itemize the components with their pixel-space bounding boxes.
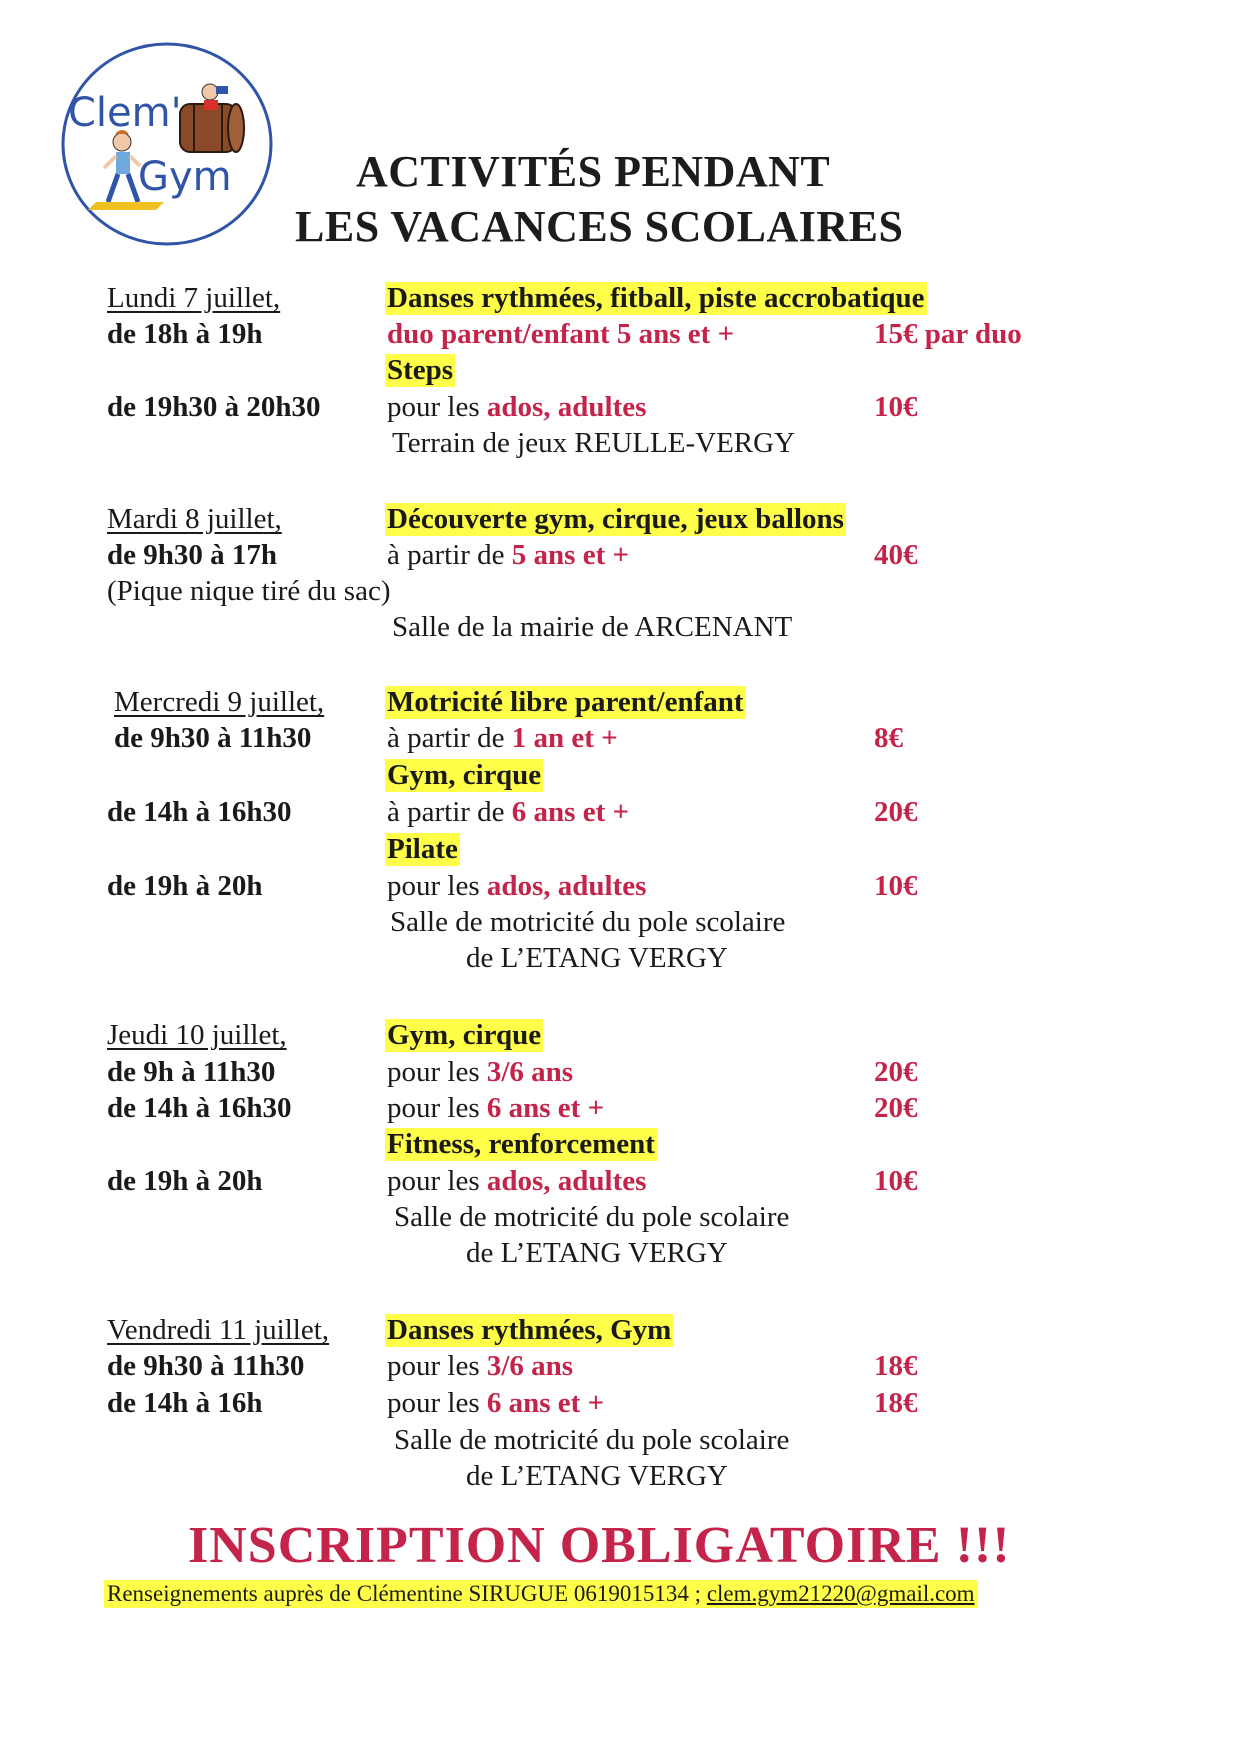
title-line2: LES VACANCES SCOLAIRES (295, 202, 904, 251)
time-mercredi-1: de 9h30 à 11h30 (114, 722, 312, 754)
logo-line1: Clem' (68, 90, 182, 136)
audience-mardi-1: à partir de 5 ans et + (387, 539, 630, 571)
audience-mercredi-1: à partir de 1 an et + (387, 722, 618, 754)
venue-lundi: Terrain de jeux REULLE-VERGY (392, 427, 796, 459)
price-mercredi-2: 20€ (874, 796, 918, 828)
time-vendredi-1: de 9h30 à 11h30 (107, 1350, 305, 1382)
time-lundi-2: de 19h30 à 20h30 (107, 391, 321, 423)
price-mardi-1: 40€ (874, 539, 918, 571)
activity-mercredi-1: Motricité libre parent/enfant (387, 686, 744, 718)
price-jeudi-2: 20€ (874, 1092, 918, 1124)
time-mercredi-3: de 19h à 20h (107, 870, 263, 902)
day-jeudi: Jeudi 10 juillet, (107, 1019, 287, 1051)
note-mardi: (Pique nique tiré du sac) (107, 575, 391, 607)
audience-vendredi-2: pour les 6 ans et + (387, 1387, 605, 1419)
time-jeudi-1: de 9h à 11h30 (107, 1056, 276, 1088)
price-jeudi-1: 20€ (874, 1056, 918, 1088)
inscription-notice: INSCRIPTION OBLIGATOIRE !!! (188, 1517, 1011, 1574)
activity-mardi-1: Découverte gym, cirque, jeux ballons (387, 503, 844, 535)
audience-mercredi-3: pour les ados, adultes (387, 870, 647, 902)
day-lundi: Lundi 7 juillet, (107, 282, 281, 314)
logo-graphic (60, 42, 274, 246)
title-line1: ACTIVITÉS PENDANT (356, 147, 831, 196)
activity-mercredi-3: Pilate (387, 833, 458, 865)
logo-line2: Gym (138, 154, 232, 200)
price-lundi-2: 10€ (874, 391, 918, 423)
activity-vendredi-1: Danses rythmées, Gym (387, 1314, 672, 1346)
email-link[interactable]: clem.gym21220@gmail.com (706, 1581, 975, 1606)
time-jeudi-2: de 14h à 16h30 (107, 1092, 292, 1124)
activity-jeudi-2: Fitness, renforcement (387, 1128, 655, 1160)
logo (60, 42, 274, 246)
venue-jeudi-2: de L’ETANG VERGY (466, 1237, 728, 1269)
audience-jeudi-3: pour les ados, adultes (387, 1165, 647, 1197)
venue-mardi: Salle de la mairie de ARCENANT (392, 611, 793, 643)
time-lundi-1: de 18h à 19h (107, 318, 263, 350)
audience-lundi-2: pour les ados, adultes (387, 391, 647, 423)
barrel-icon (180, 104, 244, 152)
price-vendredi-2: 18€ (874, 1387, 918, 1419)
price-jeudi-3: 10€ (874, 1165, 918, 1197)
venue-mercredi-1: Salle de motricité du pole scolaire (390, 906, 786, 938)
activity-jeudi-1: Gym, cirque (387, 1019, 542, 1051)
price-lundi-1: 15€ par duo (874, 318, 1022, 350)
price-mercredi-3: 10€ (874, 870, 918, 902)
time-mardi-1: de 9h30 à 17h (107, 539, 278, 571)
contact-line: Renseignements auprès de Clémentine SIRUGUE 0619015134 ; clem.gym21220@gmail.com (104, 1580, 978, 1608)
price-mercredi-1: 8€ (874, 722, 903, 754)
audience-vendredi-1: pour les 3/6 ans (387, 1350, 574, 1382)
audience-jeudi-2: pour les 6 ans et + (387, 1092, 605, 1124)
audience-jeudi-1: pour les 3/6 ans (387, 1056, 574, 1088)
activity-lundi-2: Steps (387, 354, 454, 386)
venue-vendredi-2: de L’ETANG VERGY (466, 1460, 728, 1492)
day-vendredi: Vendredi 11 juillet, (107, 1314, 330, 1346)
day-mardi: Mardi 8 juillet, (107, 503, 282, 535)
audience-lundi-1: duo parent/enfant 5 ans et + (387, 318, 735, 350)
day-mercredi: Mercredi 9 juillet, (114, 686, 325, 718)
time-vendredi-2: de 14h à 16h (107, 1387, 263, 1419)
time-mercredi-2: de 14h à 16h30 (107, 796, 292, 828)
time-jeudi-3: de 19h à 20h (107, 1165, 263, 1197)
venue-vendredi-1: Salle de motricité du pole scolaire (394, 1424, 790, 1456)
audience-mercredi-2: à partir de 6 ans et + (387, 796, 630, 828)
activity-mercredi-2: Gym, cirque (387, 759, 542, 791)
activity-lundi-1: Danses rythmées, fitball, piste accrobatique (387, 282, 925, 314)
venue-mercredi-2: de L’ETANG VERGY (466, 942, 728, 974)
price-vendredi-1: 18€ (874, 1350, 918, 1382)
venue-jeudi-1: Salle de motricité du pole scolaire (394, 1201, 790, 1233)
